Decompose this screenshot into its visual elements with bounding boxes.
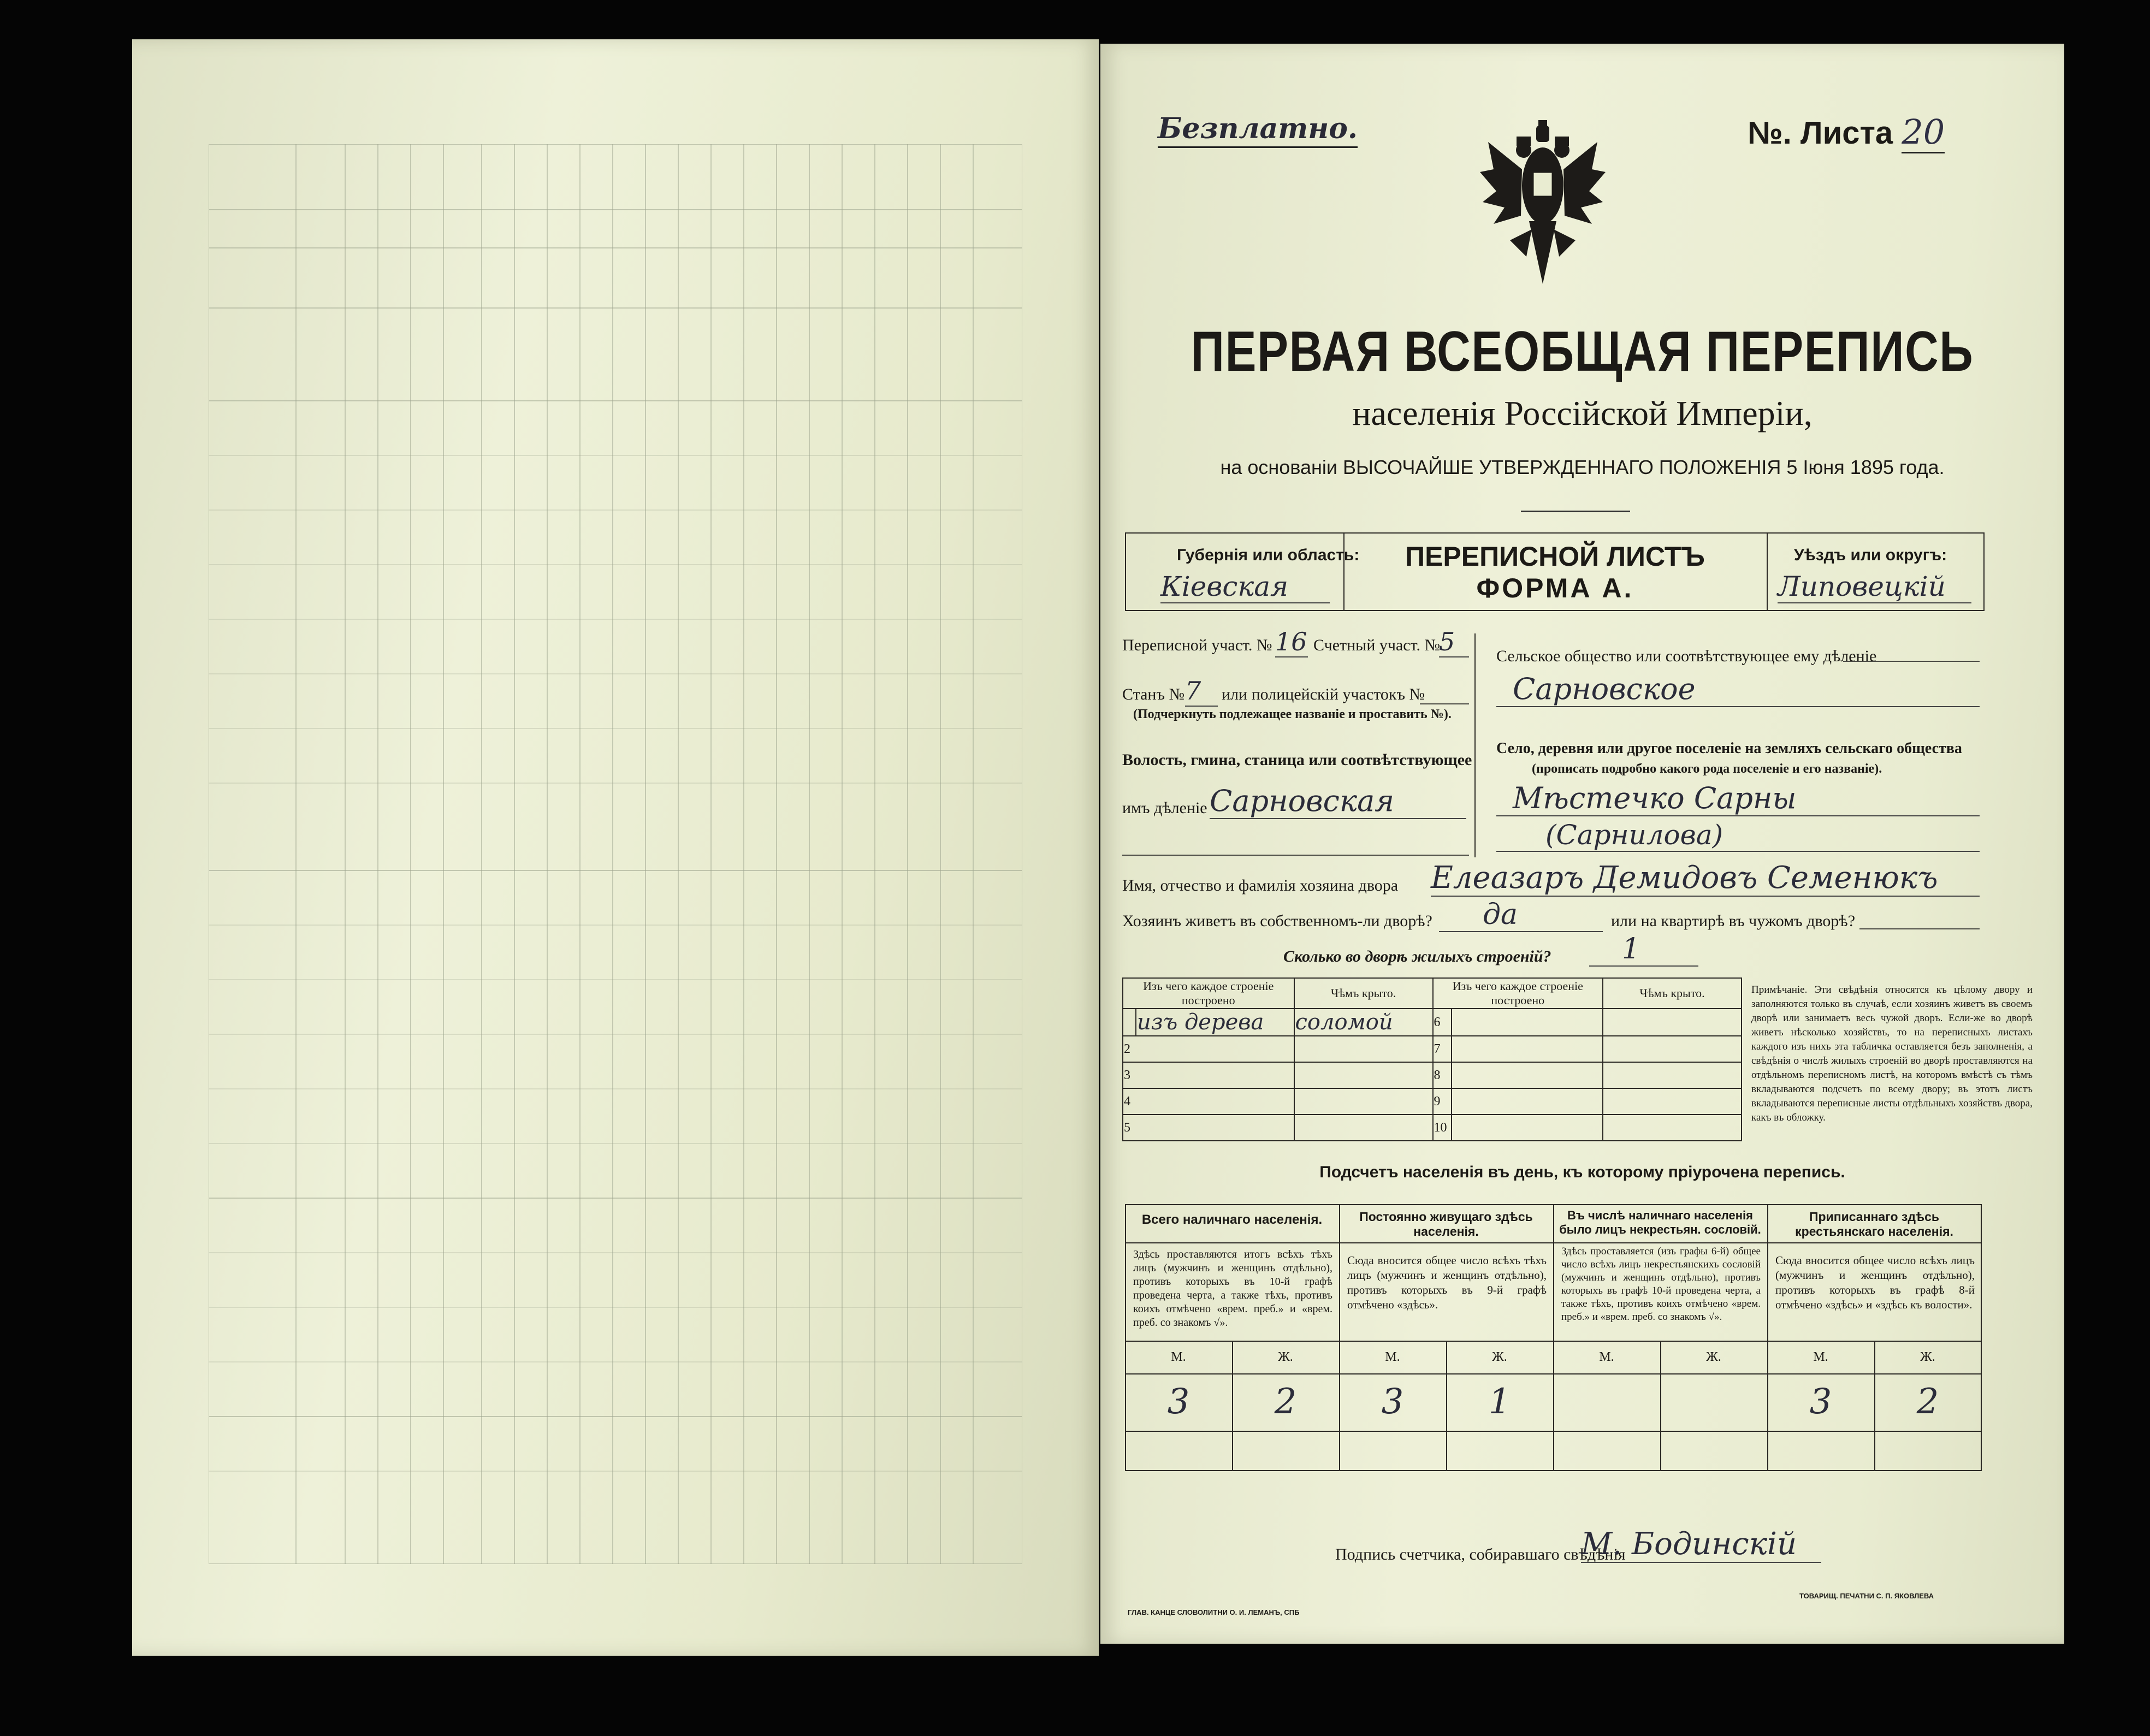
divider xyxy=(1125,1341,1981,1342)
summary-title: Подсчетъ населенія въ день, къ которому пріурочена перепись. xyxy=(1319,1163,1845,1181)
column-divider xyxy=(1474,633,1476,857)
count-value: 2 xyxy=(1916,1382,1939,1422)
col-material: Изъ чего каждое строеніе построено xyxy=(1123,978,1294,1009)
female-label: Ж. xyxy=(1920,1350,1935,1364)
divider xyxy=(1125,1242,1981,1243)
village-value: Мѣстечко Сарны xyxy=(1496,781,1980,816)
free-label: Безплатно. xyxy=(1158,112,1358,148)
buildings-value: 1 xyxy=(1589,933,1698,967)
divider xyxy=(1125,1373,1981,1374)
underline-note: (Подчеркнуть подлежащее названіе и проставить №). xyxy=(1133,707,1452,721)
table-row xyxy=(1123,1062,1742,1088)
row-number: 3 xyxy=(1123,1062,1294,1088)
document-subtitle: населенія Россійской Имперіи, xyxy=(1352,394,1813,432)
printer-mark-right: ТОВАРИЩ. ПЕЧАТНИ С. П. ЯКОВЛЕВА xyxy=(1799,1592,1934,1600)
buildings-table xyxy=(1122,977,1742,1141)
col-roof: Чѣмъ крыто. xyxy=(1294,978,1433,1009)
census-area-label: Переписной участ. № xyxy=(1122,636,1272,654)
form-title: ПЕРЕПИСНОЙ ЛИСТЪ xyxy=(1405,541,1705,572)
society-value: Сарновское xyxy=(1496,672,1980,707)
printer-mark-left: ГЛАВ. КАНЦЕ СЛОВОЛИТНИ О. И. ЛЕМАНЪ, СПБ xyxy=(1128,1608,1300,1616)
male-label: М. xyxy=(1813,1350,1828,1364)
count-value: 3 xyxy=(1167,1382,1190,1422)
sheet-number xyxy=(1748,112,1945,152)
row-material: изъ дерева xyxy=(1136,1009,1294,1036)
province-label: Губернія или область: xyxy=(1177,546,1360,564)
female-label: Ж. xyxy=(1492,1350,1507,1364)
male-label: М. xyxy=(1171,1350,1186,1364)
row-number: 6 xyxy=(1433,1009,1452,1036)
ornament-divider xyxy=(1521,511,1630,512)
province-value: Кіевская xyxy=(1160,571,1330,603)
district-value: Липовецкій xyxy=(1778,571,1971,603)
table-row xyxy=(1123,1009,1742,1036)
summary-col-desc: Сюда вносится общее число всѣхъ тѣхъ лицъ (мужчинъ и женщинъ отдѣльно), противъ которыхъ въ 9-й графѣ отмѣчено «здѣсь». xyxy=(1347,1254,1547,1311)
legal-basis: на основаніи ВЫСОЧАЙШЕ УТВЕРЖДЕННАГО ПОЛОЖЕНІЯ 5 Іюня 1895 года. xyxy=(1220,456,1945,478)
table-row xyxy=(1123,1088,1742,1115)
summary-col-head: Постоянно живущаго здѣсь населенія. xyxy=(1359,1210,1533,1239)
divider xyxy=(1553,1204,1554,1470)
row-number: 5 xyxy=(1123,1115,1294,1141)
row-number: 2 xyxy=(1123,1036,1294,1062)
row-number: 9 xyxy=(1433,1088,1452,1115)
count-area-label: Счетный участ. № xyxy=(1313,636,1441,654)
census-form-page xyxy=(1100,44,2064,1644)
society-label: Сельское общество или соотвѣтствующее ему дѣленіе xyxy=(1496,647,1877,665)
stan-label: Станъ № xyxy=(1122,685,1185,703)
male-label: М. xyxy=(1599,1350,1614,1364)
village-label: Село, деревня или другое поселеніе на земляхъ сельскаго общества xyxy=(1496,740,1962,757)
volost-line-2 xyxy=(1122,855,1469,856)
summary-col-desc: Здѣсь проставляется (изъ графы 6-й) общее число всѣхъ лицъ некрестьянскихъ сословій (мужчинъ и женщинъ отдѣльно), противъ которыхъ въ графѣ 10-й проведена черта, а также тѣхъ, противъ коихъ отмѣчено «врем. преб.» и «врем. преб. со знакомъ √». xyxy=(1561,1246,1761,1323)
rent-line xyxy=(1859,928,1980,929)
divider xyxy=(1339,1204,1340,1470)
sheet-number-value: 20 xyxy=(1902,112,1945,153)
buildings-note: Примѣчаніе. Эти свѣдѣнія относятся къ цѣлому двору и заполняются только въ случаѣ, если хозяинъ живетъ въ своемъ дворѣ или занимаетъ весь чужой дворъ. Если-же во дворѣ живетъ нѣсколько хозяйствъ, то на переписныхъ листахъ каждого изъ нихъ эта табличка оставляется безъ заполненія, а свѣдѣнія о числѣ жилыхъ строеній во дворѣ проставляются на отдѣльномъ переписномъ листѣ, на которомъ вмѣстѣ съ тѣмъ вкладываются подсчетъ по всему двору; въ этотъ листъ вкладываются переписные листы отдѣльныхъ хозяйствъ двора, какъ въ обложку. xyxy=(1751,984,2033,1123)
own-yard-label: Хозяинъ живетъ въ собственномъ-ли дворѣ? xyxy=(1122,912,1432,930)
divider xyxy=(1767,532,1768,610)
row-number: 7 xyxy=(1433,1036,1452,1062)
summary-col-desc: Здѣсь проставляются итогъ всѣхъ тѣхъ лицъ (мужчинъ и женщинъ отдѣльно), противъ которыхъ въ 10-й графѣ проведена черта, а также тѣхъ, противъ коихъ отмѣчено «врем. преб.» и «врем. преб. со знакомъ √». xyxy=(1133,1248,1332,1329)
signature-label: Подпись счетчика, собиравшаго свѣдѣнія xyxy=(1335,1545,1626,1563)
police-value-line xyxy=(1420,703,1469,704)
census-area-value: 16 xyxy=(1275,627,1307,656)
female-label: Ж. xyxy=(1278,1350,1293,1364)
volost-value: Сарновская xyxy=(1210,784,1466,819)
col-roof-2: Чѣмъ крыто. xyxy=(1603,978,1742,1009)
divider xyxy=(1767,1204,1768,1470)
col-material-2: Изъ чего каждое строеніе построено xyxy=(1433,978,1603,1009)
table-row xyxy=(1123,1115,1742,1141)
male-label: М. xyxy=(1385,1350,1400,1364)
owner-label: Имя, отчество и фамилія хозяина двора xyxy=(1122,876,1399,894)
district-label: Уѣздъ или округъ: xyxy=(1794,546,1947,564)
summary-col-head: Приписаннаго здѣсь крестьянскаго населенія. xyxy=(1795,1210,1953,1239)
row-number: 4 xyxy=(1123,1088,1294,1115)
summary-col-desc: Сюда вносится общее число всѣхъ лицъ (мужчинъ и женщинъ отдѣльно), противъ которыхъ въ графѣ 8-й отмѣчено «здѣсь» и «здѣсь къ волости». xyxy=(1775,1254,1975,1311)
count-value: 3 xyxy=(1381,1382,1404,1422)
village-note: (прописать подробно какого рода поселеніе и его названіе). xyxy=(1532,762,1882,776)
female-label: Ж. xyxy=(1706,1350,1721,1364)
stan-value: 7 xyxy=(1185,676,1218,707)
rent-label: или на квартирѣ въ чужомъ дворѣ? xyxy=(1611,912,1856,930)
buildings-label: Сколько во дворѣ жилыхъ строеній? xyxy=(1283,947,1551,965)
divider xyxy=(1125,1431,1981,1432)
row-number: 8 xyxy=(1433,1062,1452,1088)
count-value: 1 xyxy=(1488,1382,1511,1422)
police-label: или полицейскій участокъ № xyxy=(1222,685,1425,703)
summary-col-head: Всего наличнаго населенія. xyxy=(1141,1212,1323,1227)
count-value: 2 xyxy=(1274,1382,1297,1422)
summary-col-head: Въ числѣ наличнаго населенія было лицъ некрестьян. сословій. xyxy=(1559,1208,1761,1236)
form-letter: ФОРМА А. xyxy=(1476,573,1634,603)
row-roof: соломой xyxy=(1294,1009,1433,1036)
volost-label: Волость, гмина, станица или соотвѣтствующее xyxy=(1122,751,1472,769)
society-line xyxy=(1843,661,1980,662)
count-area-value: 5 xyxy=(1439,627,1469,657)
document-title: ПЕРВАЯ ВСЕОБЩАЯ ПЕРЕПИСЬ xyxy=(1191,320,1974,383)
sheet-number-label: №. Листа xyxy=(1748,115,1893,151)
signature-value: М. Бодинскій xyxy=(1581,1526,1821,1563)
table-row xyxy=(1123,1036,1742,1062)
owner-value: Елеазаръ Демидовъ Семенюкъ xyxy=(1431,860,1980,897)
row-number: 10 xyxy=(1433,1115,1452,1141)
reverse-grid xyxy=(209,144,1022,1564)
village-value-2: (Сарнилова) xyxy=(1496,819,1980,852)
own-yard-value: да xyxy=(1439,898,1603,932)
left-page-reverse xyxy=(132,39,1099,1656)
count-value: 3 xyxy=(1809,1382,1832,1422)
coat-of-arms-emblem xyxy=(1477,120,1608,300)
volost-label-2: имъ дѣленіе xyxy=(1122,799,1207,817)
